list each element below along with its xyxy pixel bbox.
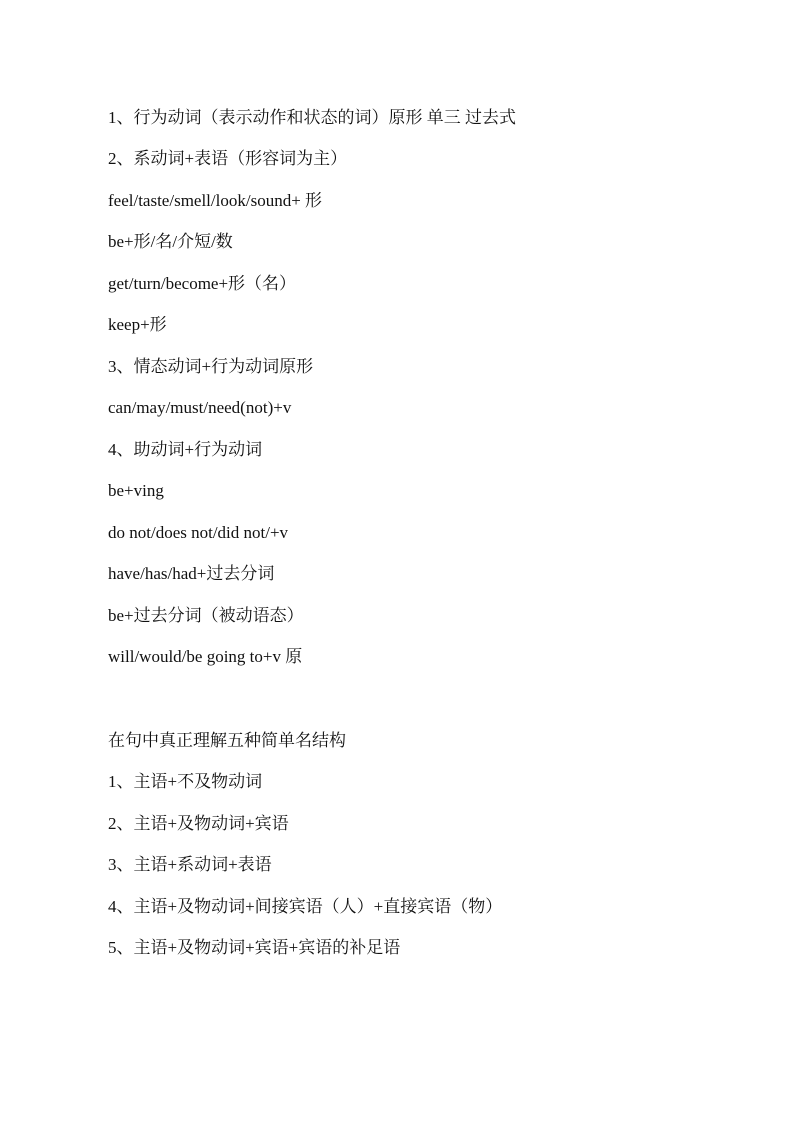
text-line: be+ving xyxy=(108,481,164,500)
text-line: 2、系动词+表语（形容词为主） xyxy=(108,149,348,168)
text-line: get/turn/become+形（名） xyxy=(108,274,297,293)
section-title: 在句中真正理解五种简单名结构 xyxy=(108,731,346,750)
text-line: do not/does not/did not/+v xyxy=(108,523,289,542)
text-line: be+过去分词（被动语态） xyxy=(108,606,304,625)
text-line: can/may/must/need(not)+v xyxy=(108,398,292,417)
text-line: have/has/had+过去分词 xyxy=(108,564,275,583)
text-line: 1、主语+不及物动词 xyxy=(108,772,263,791)
text-line: 5、主语+及物动词+宾语+宾语的补足语 xyxy=(108,938,401,957)
text-line: will/would/be going to+v 原 xyxy=(108,647,303,666)
text-line: keep+形 xyxy=(108,315,167,334)
text-line: be+形/名/介短/数 xyxy=(108,232,233,251)
text-line: 4、助动词+行为动词 xyxy=(108,440,263,459)
text-line: 1、行为动词（表示动作和状态的词）原形 单三 过去式 xyxy=(108,108,516,127)
text-line: 3、情态动词+行为动词原形 xyxy=(108,357,314,376)
text-line: 4、主语+及物动词+间接宾语（人）+直接宾语（物） xyxy=(108,897,503,916)
text-line: 2、主语+及物动词+宾语 xyxy=(108,814,289,833)
text-line: feel/taste/smell/look/sound+ 形 xyxy=(108,191,323,210)
text-line: 3、主语+系动词+表语 xyxy=(108,855,272,874)
